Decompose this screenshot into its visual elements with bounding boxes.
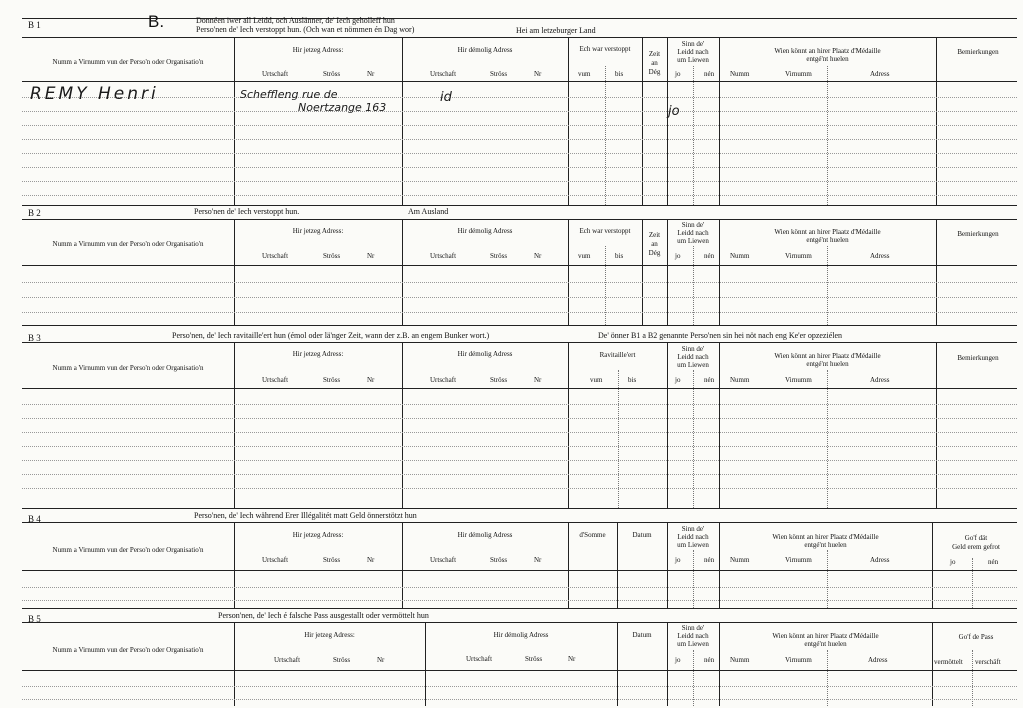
section-id: B 4	[28, 514, 41, 524]
col-nr: Nr	[568, 655, 576, 663]
table-bottom	[22, 508, 1017, 509]
col-surname: Numm	[730, 656, 750, 664]
col-current-address: Hir jetzeg Adress:	[304, 631, 355, 639]
row-line	[22, 587, 1017, 588]
col-urtschaft: Urtschaft	[262, 556, 289, 564]
col-address: Adress	[870, 252, 890, 260]
col-divider	[234, 342, 235, 508]
table-top	[22, 622, 1017, 623]
table-bottom	[22, 325, 1017, 326]
col-stross: Ströss	[323, 376, 341, 384]
col-money-back: Go'f dät	[964, 534, 988, 542]
col-firstname: Virnumm	[785, 556, 812, 564]
col-current-address: Hir jetzeg Adress:	[292, 531, 344, 539]
col-divider	[568, 342, 569, 508]
col-nr: Nr	[367, 252, 375, 260]
col-divider	[234, 37, 235, 205]
col-medal: Wien könnt an hirer Plaatz d'Médaille	[774, 352, 881, 360]
col-alive: Sinn de'	[681, 221, 705, 229]
col-from: vum	[590, 376, 603, 384]
section-note: De' önner B1 a B2 genannte Perso'nen sin hei nöt nach eng Ke'er opzeziélen	[598, 331, 843, 340]
col-current-address: Hir jetzeg Adress:	[292, 227, 344, 235]
col-surname: Numm	[730, 252, 750, 260]
col-address: Adress	[870, 556, 890, 564]
row-line	[22, 312, 1017, 313]
sub-divider	[827, 66, 828, 205]
col-nr: Nr	[367, 70, 375, 78]
col-yes: jo	[675, 376, 681, 384]
row-line	[22, 460, 1017, 461]
row-line	[22, 699, 1017, 700]
col-days: Dég	[648, 68, 661, 76]
col-yes: jo	[675, 656, 681, 664]
col-yes: jo	[675, 252, 681, 260]
col-firstname: Virnumm	[785, 376, 812, 384]
row-line	[22, 686, 1017, 687]
col-alive: Leidd nach	[677, 533, 709, 541]
col-no: nén	[704, 656, 715, 664]
col-surname: Numm	[730, 376, 750, 384]
col-remarks: Bemierkungen	[957, 230, 999, 238]
col-to: bis	[615, 252, 624, 260]
col-address: Adress	[870, 376, 890, 384]
row-line	[22, 153, 1017, 154]
col-to: bis	[628, 376, 637, 384]
section-title: Person'nen, de' Iech é falsche Pass ausgestallt oder vermöttelt hun	[218, 611, 429, 620]
col-urtschaft: Urtschaft	[262, 70, 289, 78]
col-current-address: Hir jetzeg Adress:	[292, 350, 344, 358]
col-surname: Numm	[730, 70, 750, 78]
row-line	[22, 432, 1017, 433]
header-bottom	[22, 265, 1017, 266]
col-alive: Leidd nach	[677, 353, 709, 361]
sub-divider	[827, 650, 828, 706]
sub-divider	[605, 66, 606, 205]
col-procured: verschäft	[975, 658, 1001, 666]
col-to: bis	[615, 70, 624, 78]
table-top	[22, 37, 1017, 38]
header-bottom	[22, 670, 1017, 671]
entry-alive: jo	[668, 104, 680, 119]
col-urtschaft: Urtschaft	[262, 252, 289, 260]
col-money-back: Geld erem gefrot	[952, 543, 1000, 551]
col-from: vum	[578, 252, 591, 260]
entry-name: REMY Henri	[30, 84, 159, 104]
col-nr: Nr	[367, 556, 375, 564]
section-title: Perso'nen, de' Iech ravitaille'ert hun (émol oder lä'nger Zeit, wann der z.B. an engem Bunker wort.)	[172, 331, 490, 340]
sub-divider	[693, 650, 694, 706]
table-bottom	[22, 608, 1017, 609]
section-id: B 1	[28, 20, 41, 30]
col-yes: jo	[950, 558, 956, 566]
sub-divider	[972, 650, 973, 706]
col-current-address: Hir jetzeg Adress:	[292, 46, 344, 54]
col-stross: Ströss	[323, 70, 341, 78]
col-stross: Ströss	[490, 252, 508, 260]
col-nr: Nr	[534, 252, 542, 260]
col-days: Zeit	[648, 50, 661, 58]
col-urtschaft: Urtschaft	[466, 655, 493, 663]
col-name-header: Numm a Virnumm vun der Perso'n oder Organisatio'n	[52, 646, 204, 654]
section-title: Donnéen iwer all Leidd, och Auslänner, de' Iech geholleff hun	[196, 16, 395, 25]
col-date: Datum	[632, 631, 652, 639]
col-medal: Wien könnt an hirer Plaatz d'Médaille	[772, 533, 879, 541]
col-address: Adress	[870, 70, 890, 78]
col-divider	[936, 342, 937, 508]
col-amount: d'Somme	[579, 531, 606, 539]
col-medal: entgé'nt huelen	[806, 55, 849, 63]
col-days: Zeit	[648, 231, 661, 239]
col-no: nén	[704, 376, 715, 384]
col-former-address: Hir démolig Adress	[457, 227, 513, 235]
section-id: B 5	[28, 614, 41, 624]
row-line	[22, 418, 1017, 419]
col-name-header: Numm a Virnumm vun der Perso'n oder Organisatio'n	[52, 58, 204, 66]
col-passport: Go'f de Pass	[958, 633, 994, 641]
row-line	[22, 181, 1017, 182]
row-line	[22, 297, 1017, 298]
section-id: B 2	[28, 208, 41, 218]
col-name-header: Numm a Virnumm vun der Perso'n oder Organisatio'n	[52, 240, 204, 248]
section-location: Am Ausland	[408, 207, 449, 216]
col-no: nén	[704, 556, 715, 564]
col-yes: jo	[675, 70, 681, 78]
col-no: nén	[988, 558, 999, 566]
col-alive: um Liewen	[677, 237, 709, 245]
col-urtschaft: Urtschaft	[430, 376, 457, 384]
col-days: an	[651, 59, 658, 67]
col-remarks: Bemierkungen	[957, 48, 999, 56]
col-nr: Nr	[367, 376, 375, 384]
col-medal: entgé'nt huelen	[806, 236, 849, 244]
section-title: Perso'nen de' Iech verstoppt hun.	[194, 207, 300, 216]
table-bottom	[22, 205, 1017, 206]
col-no: nén	[704, 252, 715, 260]
col-alive: um Liewen	[677, 640, 709, 648]
col-stross: Ströss	[323, 556, 341, 564]
row-line	[22, 167, 1017, 168]
col-alive: Leidd nach	[677, 48, 709, 56]
col-alive: um Liewen	[677, 361, 709, 369]
col-alive: Sinn de'	[681, 345, 705, 353]
col-former-address: Hir démolig Adress	[457, 531, 513, 539]
col-nr: Nr	[534, 556, 542, 564]
col-mediated: vermöttelt	[934, 658, 963, 666]
col-stross: Ströss	[490, 70, 508, 78]
col-urtschaft: Urtschaft	[430, 70, 457, 78]
table-top	[22, 342, 1017, 343]
col-hidden: Ech war verstoppt	[579, 45, 631, 53]
col-alive: Leidd nach	[677, 632, 709, 640]
col-urtschaft: Urtschaft	[262, 376, 289, 384]
col-supplied: Ravitaille'ert	[599, 351, 636, 359]
row-line	[22, 139, 1017, 140]
col-from: vum	[578, 70, 591, 78]
col-alive: um Liewen	[677, 56, 709, 64]
col-medal: Wien könnt an hirer Plaatz d'Médaille	[772, 632, 879, 640]
col-name-header: Numm a Virnumm vun der Perso'n oder Organisatio'n	[52, 364, 204, 372]
col-alive: Leidd nach	[677, 229, 709, 237]
col-firstname: Virnumm	[785, 252, 812, 260]
col-address: Adress	[868, 656, 888, 664]
col-medal: entgé'nt huelen	[806, 360, 849, 368]
col-surname: Numm	[730, 556, 750, 564]
col-hidden: Ech war verstoppt	[579, 227, 631, 235]
col-medal: entgé'nt huelen	[804, 541, 847, 549]
divider	[22, 18, 1017, 19]
row-line	[22, 111, 1017, 112]
sub-divider	[693, 66, 694, 205]
section-letter: B.	[148, 12, 165, 31]
entry-address-line1: Scheffleng rue de	[240, 88, 338, 101]
col-former-address: Hir démolig Adress	[493, 631, 549, 639]
row-line	[22, 488, 1017, 489]
col-nr: Nr	[534, 70, 542, 78]
col-days: Dég	[648, 249, 661, 257]
col-stross: Ströss	[525, 655, 543, 663]
col-urtschaft: Urtschaft	[430, 252, 457, 260]
col-divider	[568, 37, 569, 205]
col-yes: jo	[675, 556, 681, 564]
col-divider	[402, 342, 403, 508]
table-top	[22, 219, 1017, 220]
row-line	[22, 446, 1017, 447]
col-former-address: Hir démolig Adress	[457, 350, 513, 358]
section-title: Perso'nen, de' Iech während Erer Illégalitét matt Geld önnerstötzt hun	[194, 511, 417, 520]
col-urtschaft: Urtschaft	[274, 656, 301, 664]
entry-address-line2: Noertzange 163	[298, 101, 387, 114]
row-line	[22, 600, 1017, 601]
col-stross: Ströss	[323, 252, 341, 260]
col-divider	[402, 37, 403, 205]
row-line	[22, 474, 1017, 475]
header-bottom	[22, 570, 1017, 571]
row-line	[22, 125, 1017, 126]
col-name-header: Numm a Virnumm vun der Perso'n oder Organisatio'n	[52, 546, 204, 554]
header-bottom	[22, 388, 1017, 389]
col-medal: entgé'nt huelen	[804, 640, 847, 648]
sub-divider	[827, 246, 828, 325]
col-stross: Ströss	[490, 556, 508, 564]
row-line	[22, 404, 1017, 405]
col-no: nén	[704, 70, 715, 78]
col-nr: Nr	[534, 376, 542, 384]
col-alive: um Liewen	[677, 541, 709, 549]
section-location: Hei am letzeburger Land	[516, 26, 596, 35]
col-medal: Wien könnt an hirer Plaatz d'Médaille	[774, 47, 881, 55]
section-id: B 3	[28, 333, 41, 343]
row-line	[22, 282, 1017, 283]
header-bottom	[22, 81, 1017, 82]
col-nr: Nr	[377, 656, 385, 664]
col-stross: Ströss	[333, 656, 351, 664]
section-subtitle: Perso'nen de' Iech verstoppt hun. (Och wan et nömmen én Dag wor)	[196, 25, 415, 34]
col-firstname: Virnumm	[785, 656, 812, 664]
row-line	[22, 195, 1017, 196]
col-former-address: Hir démolig Adress	[457, 46, 513, 54]
sub-divider	[693, 246, 694, 325]
col-remarks: Bemierkungen	[957, 354, 999, 362]
col-alive: Sinn de'	[681, 525, 705, 533]
col-divider	[936, 37, 937, 205]
col-days: an	[651, 240, 658, 248]
sub-divider	[605, 246, 606, 325]
col-medal: Wien könnt an hirer Plaatz d'Médaille	[774, 228, 881, 236]
entry-former-address: id	[440, 90, 452, 105]
col-alive: Sinn de'	[681, 624, 705, 632]
table-top	[22, 522, 1017, 523]
col-date: Datum	[632, 531, 652, 539]
col-stross: Ströss	[490, 376, 508, 384]
col-urtschaft: Urtschaft	[430, 556, 457, 564]
col-alive: Sinn de'	[681, 40, 705, 48]
col-firstname: Virnumm	[785, 70, 812, 78]
row-line	[22, 97, 1017, 98]
